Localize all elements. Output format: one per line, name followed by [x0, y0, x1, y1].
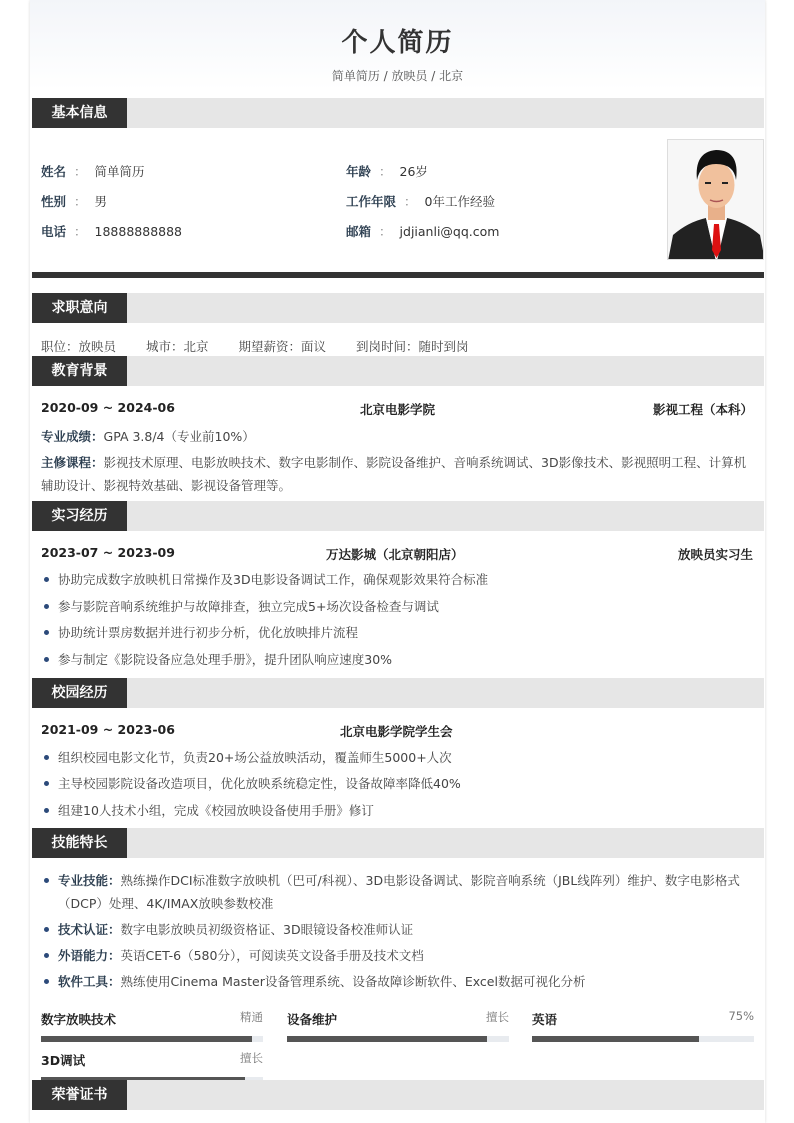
- skill-item: 技术认证：数字电影放映员初级资格证、3D眼镜设备校准师认证: [40, 918, 755, 941]
- skill-bar-fill: [41, 1036, 252, 1042]
- list-item: 组建10人技术小组，完成《校园放映设备使用手册》修订: [40, 799, 755, 822]
- field-years: 工作年限 ： 0年工作经验: [346, 194, 495, 209]
- list-item: 协助完成数字放映机日常操作及3D电影设备调试工作，确保观影效果符合标准: [40, 568, 755, 591]
- section-education: [32, 356, 764, 386]
- section-title: 技能特长: [32, 828, 127, 858]
- field-phone: 电话 ： 18888888888: [41, 224, 183, 239]
- list-item: 协助统计票房数据并进行初步分析，优化放映排片流程: [40, 621, 755, 644]
- list-item: 参与制定《影院设备应急处理手册》，提升团队响应速度30%: [40, 648, 755, 671]
- job-intent-row: 职位：放映员 城市：北京 期望薪资：面议 到岗时间：随时到岗: [41, 339, 469, 354]
- section-title: 基本信息: [32, 98, 127, 128]
- list-item: 参与影院音响系统维护与故障排查，独立完成5+场次设备检查与调试: [40, 595, 755, 618]
- section-campus: [32, 678, 764, 708]
- section-title: 荣誉证书: [32, 1080, 127, 1110]
- section-honors: [32, 1080, 764, 1110]
- resume-page: [30, 0, 765, 1123]
- avatar: [667, 139, 764, 260]
- section-internship: [32, 501, 764, 531]
- intern-company: 万达影城（北京朝阳店）: [326, 547, 464, 562]
- field-gender: 性别 ： 男: [41, 194, 108, 209]
- campus-date: 2021-09 ~ 2023-06: [41, 722, 175, 737]
- section-title: 教育背景: [32, 356, 127, 386]
- edu-school: 北京电影学院: [360, 402, 436, 417]
- skill-bar: 数字放映技术 精通: [41, 1009, 263, 1042]
- section-job-intent: [32, 293, 764, 323]
- field-age: 年龄 ： 26岁: [346, 164, 428, 179]
- skill-bar-fill: [532, 1036, 699, 1042]
- section-basic-info: [32, 98, 764, 128]
- page-title: 个人简历: [341, 28, 454, 58]
- campus-org: 北京电影学院学生会: [340, 724, 453, 739]
- edu-gpa: 专业成绩：GPA 3.8/4（专业前10%）: [41, 429, 255, 444]
- skill-item: 软件工具：熟练使用Cinema Master设备管理系统、设备故障诊断软件、Excel数据可视化分析: [40, 970, 755, 993]
- skill-bar: 英语 75%: [532, 1009, 754, 1042]
- intern-date: 2023-07 ~ 2023-09: [41, 545, 175, 560]
- field-name: 姓名 ： 简单简历: [41, 164, 145, 179]
- skill-bar: 设备维护 擅长: [287, 1009, 509, 1042]
- edu-courses: 主修课程：影视技术原理、电影放映技术、数字电影制作、影院设备维护、音响系统调试、3D影像技术、影视照明工程、计算机辅助设计、影视特效基础、影视设备管理等。: [41, 455, 747, 493]
- skill-item: 专业技能：熟练操作DCI标准数字放映机（巴可/科视）、3D电影设备调试、影院音响系统（JBL线阵列）维护、数字电影格式（DCP）处理、4K/IMAX放映参数校准: [40, 869, 755, 915]
- resume-header: [30, 0, 765, 90]
- skill-item: 外语能力：英语CET-6（580分），可阅读英文设备手册及技术文档: [40, 944, 755, 967]
- edu-date: 2020-09 ~ 2024-06: [41, 400, 175, 415]
- section-title: 实习经历: [32, 501, 127, 531]
- field-email: 邮箱 ： jdjianli@qq.com: [346, 224, 500, 239]
- skill-bar-fill: [287, 1036, 487, 1042]
- divider: [32, 272, 764, 278]
- section-skills: [32, 828, 764, 858]
- section-title: 求职意向: [32, 293, 127, 323]
- edu-major: 影视工程（本科）: [652, 402, 753, 417]
- list-item: 主导校园影院设备改造项目，优化放映系统稳定性，设备故障率降低40%: [40, 772, 755, 795]
- skill-bar: 3D调试 擅长: [41, 1050, 263, 1083]
- page-subtitle: 简单简历 / 放映员 / 北京: [331, 69, 464, 83]
- list-item: 组织校园电影文化节，负责20+场公益放映活动，覆盖师生5000+人次: [40, 746, 755, 769]
- intern-role: 放映员实习生: [677, 547, 753, 562]
- section-title: 校园经历: [32, 678, 127, 708]
